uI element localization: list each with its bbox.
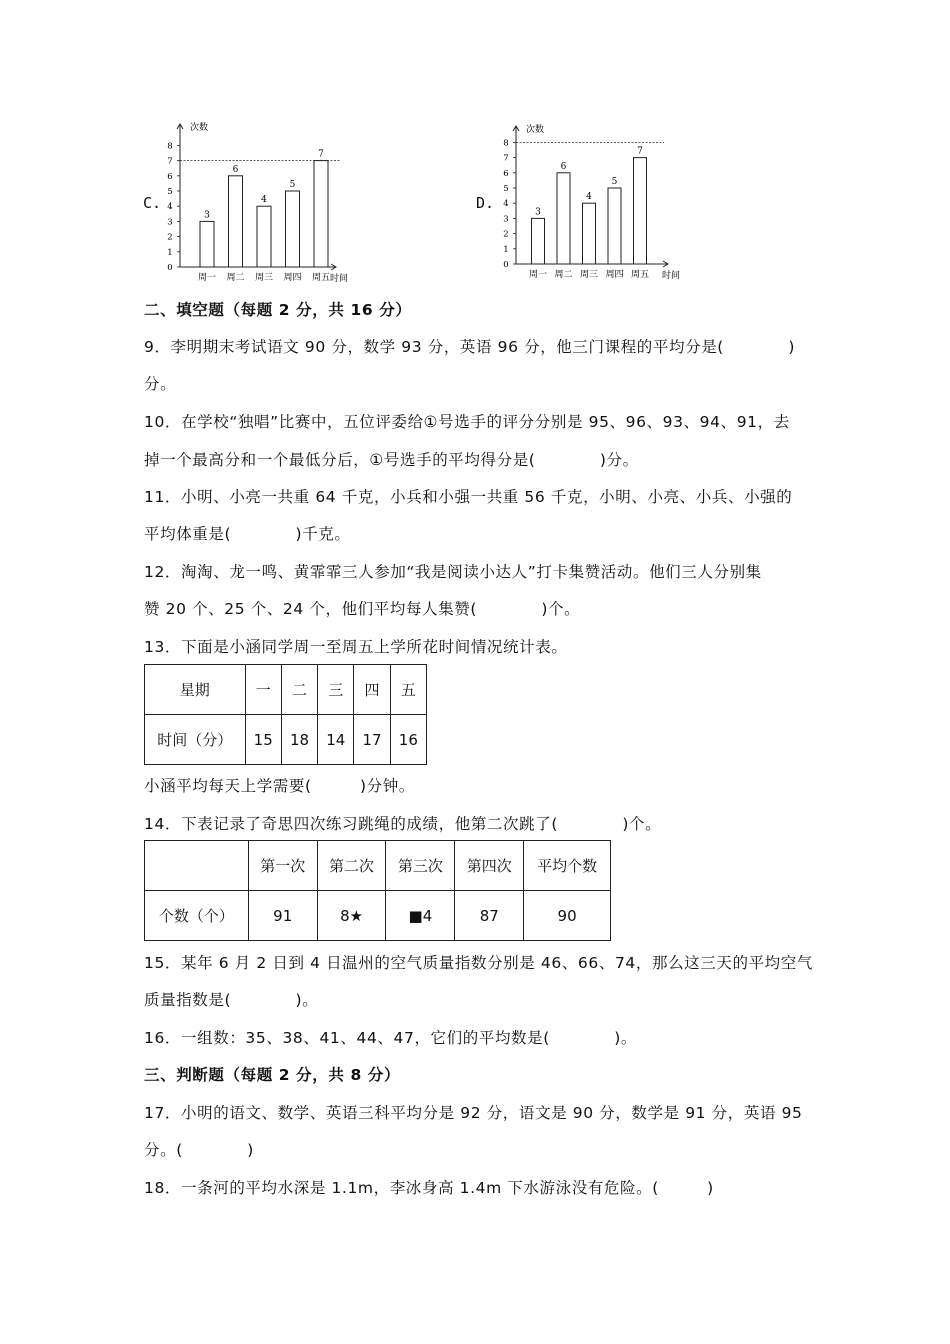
q14-header: 第一次 xyxy=(248,841,317,891)
q15-line2: 质量指数是( )。 xyxy=(144,991,319,1009)
section-2-heading: 二、填空题（每题 2 分，共 16 分） xyxy=(144,301,412,319)
q13-value: 17 xyxy=(354,715,390,765)
bar xyxy=(583,203,596,264)
x-category-label: 周三 xyxy=(254,273,274,283)
y-tick-label: 2 xyxy=(167,232,173,243)
q14-table xyxy=(144,840,611,941)
q13-day: 五 xyxy=(390,665,426,715)
bar-value-label: 5 xyxy=(289,180,296,190)
bar-value-label: 4 xyxy=(586,192,592,203)
q12-line1: 12．淘淘、龙一鸣、黄霏霏三人参加“我是阅读小达人”打卡集赞活动。他们三人分别集 xyxy=(144,563,762,581)
q12-line2: 赞 20 个、25 个、24 个，他们平均每人集赞( )个。 xyxy=(144,600,581,618)
x-category-label: 周一 xyxy=(528,270,548,280)
y-tick-label: 2 xyxy=(503,229,509,240)
q17-line1: 17．小明的语文、数学、英语三科平均分是 92 分，语文是 90 分，数学是 91 分，英语 95 xyxy=(144,1104,803,1122)
bar xyxy=(557,173,570,264)
q18-line1: 18．一条河的平均水深是 1.1m，李冰身高 1.4m 下水游泳没有危险。( ) xyxy=(144,1179,714,1197)
y-tick-label: 6 xyxy=(503,168,509,179)
x-category-label: 周二 xyxy=(226,273,245,283)
y-tick-label: 3 xyxy=(503,214,509,225)
q14-header: 平均个数 xyxy=(524,841,611,891)
y-axis-title: 次数 xyxy=(526,125,545,135)
q10-line2: 掉一个最高分和一个最低分后，①号选手的平均得分是( )分。 xyxy=(144,451,639,469)
bar-value-label: 4 xyxy=(261,195,267,206)
q11-line1: 11．小明、小亮一共重 64 千克，小兵和小强一共重 56 千克，小明、小亮、小兵、小强的 xyxy=(144,488,793,506)
q13-value: 14 xyxy=(318,715,354,765)
q13-after: 小涵平均每天上学需要( )分钟。 xyxy=(144,777,415,795)
x-axis-title: 时间 xyxy=(330,274,349,284)
q13-table xyxy=(144,664,427,765)
q13-table-value-row xyxy=(145,715,427,765)
option-d-chart xyxy=(490,118,710,282)
q14-table-header-row xyxy=(145,841,611,891)
bar xyxy=(229,176,243,267)
q13-day: 四 xyxy=(354,665,390,715)
option-d-label: D. xyxy=(476,194,495,212)
y-tick-label: 0 xyxy=(503,260,509,270)
option-c-chart xyxy=(160,115,380,285)
q9-line1: 9．李明期末考试语文 90 分，数学 93 分，英语 96 分，他三门课程的平均分是( ) xyxy=(144,338,795,356)
bar xyxy=(634,158,647,264)
bar-value-label: 5 xyxy=(611,177,618,187)
q16-line1: 16．一组数：35、38、41、44、47，它们的平均数是( )。 xyxy=(144,1029,638,1047)
x-category-label: 周四 xyxy=(283,273,302,283)
bar-value-label: 7 xyxy=(318,149,324,160)
q13-intro: 13．下面是小涵同学周一至周五上学所花时间情况统计表。 xyxy=(144,638,568,656)
q14-intro: 14．下表记录了奇思四次练习跳绳的成绩，他第二次跳了( )个。 xyxy=(144,815,662,833)
x-category-label: 周五 xyxy=(311,273,331,283)
bar xyxy=(314,161,328,267)
bar-value-label: 7 xyxy=(637,146,643,157)
q14-value: 90 xyxy=(524,891,611,941)
q13-day: 三 xyxy=(318,665,354,715)
y-tick-label: 1 xyxy=(167,247,173,258)
bar-value-label: 6 xyxy=(560,161,567,172)
q10-line1: 10．在学校“独唱”比赛中，五位评委给①号选手的评分分别是 95、96、93、94、91，去 xyxy=(144,413,790,431)
y-tick-label: 6 xyxy=(167,171,173,182)
y-tick-label: 5 xyxy=(503,184,509,194)
q13-day: 一 xyxy=(245,665,281,715)
q14-value: 91 xyxy=(248,891,317,941)
option-c-label: C. xyxy=(143,194,162,212)
y-tick-label: 1 xyxy=(503,244,509,255)
bar-value-label: 3 xyxy=(204,210,210,221)
q14-header: 第三次 xyxy=(386,841,455,891)
q14-value: ■4 xyxy=(386,891,455,941)
q17-line2: 分。( ) xyxy=(144,1141,254,1159)
y-tick-label: 7 xyxy=(167,156,173,167)
y-tick-label: 4 xyxy=(503,199,509,210)
q14-header-blank xyxy=(145,841,249,891)
q14-header: 第二次 xyxy=(317,841,386,891)
y-tick-label: 8 xyxy=(167,141,173,152)
y-tick-label: 4 xyxy=(167,202,173,213)
q14-value: 87 xyxy=(455,891,524,941)
q14-value: 8★ xyxy=(317,891,386,941)
q13-value: 15 xyxy=(245,715,281,765)
bar xyxy=(200,221,214,267)
q13-header-label: 星期 xyxy=(145,665,246,715)
q9-line2: 分。 xyxy=(144,375,177,393)
q14-row-label: 个数（个） xyxy=(145,891,249,941)
y-tick-label: 7 xyxy=(503,153,509,164)
q14-table-value-row xyxy=(145,891,611,941)
y-tick-label: 5 xyxy=(167,187,173,197)
x-category-label: 周二 xyxy=(554,270,573,280)
x-category-label: 周三 xyxy=(579,270,599,280)
bar xyxy=(257,206,271,267)
x-category-label: 周一 xyxy=(197,273,217,283)
q11-line2: 平均体重是( )千克。 xyxy=(144,525,351,543)
q13-value: 18 xyxy=(281,715,317,765)
q13-row-label: 时间（分） xyxy=(145,715,246,765)
q14-header: 第四次 xyxy=(455,841,524,891)
q15-line1: 15．某年 6 月 2 日到 4 日温州的空气质量指数分别是 46、66、74，那么这三天的平均空气 xyxy=(144,954,813,972)
y-tick-label: 0 xyxy=(167,263,173,273)
bar-value-label: 6 xyxy=(232,164,239,175)
x-category-label: 周四 xyxy=(605,270,624,280)
y-axis-title: 次数 xyxy=(190,123,209,133)
bar xyxy=(532,218,545,264)
bar-value-label: 3 xyxy=(535,207,541,218)
y-tick-label: 8 xyxy=(503,138,509,149)
bar xyxy=(608,188,621,264)
q13-day: 二 xyxy=(281,665,317,715)
q13-value: 16 xyxy=(390,715,426,765)
x-axis-title: 时间 xyxy=(662,271,681,281)
q13-table-header-row xyxy=(145,665,427,715)
y-tick-label: 3 xyxy=(167,217,173,228)
bar xyxy=(286,191,300,267)
section-3-heading: 三、判断题（每题 2 分，共 8 分） xyxy=(144,1066,401,1084)
x-category-label: 周五 xyxy=(630,270,650,280)
